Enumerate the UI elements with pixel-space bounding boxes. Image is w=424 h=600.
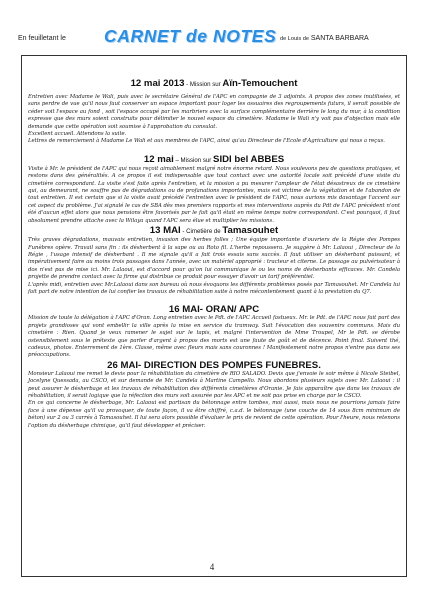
section-title: 26 MAI- DIRECTION DES POMPES FUNEBRES.	[107, 359, 321, 371]
paragraph: Entretien avec Madame le Wali, puis avec le secrétaire Général de l'APC en compagnie de 3 adjoints. A propos des zones inutilisées, et sans perdre de vue qu'il nous faut conserver un espace important pour loger les ossuaires des regroupements futurs, il serait possible de céder soit l'espace au fond , soit l'espace occupé par les marbriers avec la surface complémentaire derrière le long du mur, à la condition expresse que des murs soient construits pour délimiter le nouvel espace du cimetière. Madame le Wali n'y voit pas d'objection mais elle demande que cette opération soit soumise à l'approbation du consulat.	[28, 94, 400, 130]
section-ain-temouchent	[28, 78, 400, 146]
section-subtitle: – Mission sur	[173, 156, 214, 164]
section-place: Aïn-Temouchent	[222, 78, 298, 89]
header-author	[280, 35, 369, 42]
section-title	[28, 154, 400, 166]
page-number: 4	[209, 562, 215, 572]
paragraph: Monsieur Lalaoui me remet le devis pour la réhabilitation du cimetière de RIO SALADO. Devis que j'envoie le soir même à Nicole Steibel, Jocelyne Quessada, au CSCO, et sur demande de Mr. Candela à Martine Campello. Nous abordons plusieurs sujets avec Mr. Lalaoui : il peut assurer le désherbage et les travaux de réhabilitation des différents cimetières d'Oranie. Je fais apparaître que dans les travaux de réhabilitation, il serait logique que la réfection des murs soit assurée par les APC et ne soit pas prise en charge par le CSCO.	[28, 370, 400, 399]
paragraph: L'après midi, entretien avec Mr.Lalaoui dans son bureau où nous évoquons les différents problèmes posés par Tamasouhet. Mr Candela lui fait part de notre intention de lui confier les travaux de réhabilitation suite à notre mécontentement quant à la prestation du Q7.	[28, 281, 400, 295]
carnet-de-notes-title: CARNET de NOTES	[104, 26, 277, 46]
section-oran-apc	[28, 304, 400, 359]
author-prefix: de Louis de	[280, 36, 309, 42]
paragraph: Lettres de remerciement à Madame Le Wali et aux membres de l'APC, ainsi qu'au Directeur de l'Ecole d'Agriculture qui nous a reçus.	[28, 138, 385, 145]
section-place: SIDI bel ABBES	[213, 153, 285, 165]
header	[18, 26, 408, 52]
section-title	[28, 225, 400, 237]
author-name: SANTA BARBARA	[310, 35, 369, 42]
paragraph: En ce qui concerne le désherbage, Mr. Lalaoui est partisan du bétonnage entre tombes, moi aussi, mais nous ne pourrions jamais faire face à une dépense qu'il va provoquer, de toute façon, il va être chiffré, c.a.d. le bétonnage (une couche de 14 sous 8cm minimum de béton) sur 2 ou 3 carrés à Tamasouhet. Il lui sera alors possible d'évaluer le prix de revient de cette opération. Pour l'heure, nous retenons l'option du désherbage chimique, qu'il faut développer et préciser.	[28, 400, 400, 429]
section-pompes-funebres	[28, 360, 400, 430]
paragraph: Visite à Mr. le président de l'APC qui nous reçoit aimablement malgré notre énorme retard. Nous soulevons peu de questions pratiques, et restons dans des généralités. A ce propos il est indispensable que tout contact avec une autorité locale soit précédé d'une visite du cimetière correspondant. La visite s'est faite après l'entretien, et la mission a pu mesurer l'ampleur de l'état désastreux de ce cimetière qui, au demeurant, ne souffre pas de dégradations ou de profanations importantes, mais est victime de la végétation et de l'abandon de tout entretien. Il est certain que si la visite avait précédé l'entretien avec le président de l'APC, nous aurions mis davantage l'accent sur cet aspect du problème. J'ai signalé le cas de SBA dès mes premiers rapports et mes interventions auprès du Pdt de l'APC précédent n'ont été d'aucun effet alors que nous pensions être favorisés par le fait qu'il était en même temps notre correspondant. C'est pourquoi, il faut absolument prendre attache avec la Wilaya quand l'APC sera élue et multiplier les missions.	[28, 165, 400, 224]
section-date: 12 mai	[143, 153, 174, 165]
header-intro: En feuilletant le	[18, 35, 66, 42]
section-title	[28, 78, 400, 90]
section-place: Tamasouhet	[222, 225, 279, 237]
section-subtitle: - Cimetière de	[180, 228, 223, 236]
section-date: 13 MAI	[149, 225, 181, 237]
section-sidi-bel-abbes	[28, 154, 400, 225]
paragraph: Mission de toute la délégation à l'APC d'Oran. Long entretien avec le Pdt. de l'APC Accueil fastueux. Mr. le Pdt. de l'APC nous fait part des projets grandioses qui vont embellir la ville après la mise en service du tramway. Suit l'évocation des souvenirs communs. Mais du cimetière : Rien. Quand je veux ramener le sujet sur le tapis, et malgré l'intervention de Mme Troupel, Mr le Pdt. se dérobe ostensiblement sous le prétexte que parler d'argent à propos des morts est une faute de goût et de décence. Point final. Suivent thé, cadeaux, photos. Enterrement de 1ère. Classe, même avec fleurs mais sans couronnes ! Manifestement notre propos n'entre pas dans ses préoccupations.	[28, 315, 400, 359]
section-date: 12 mai 2013	[130, 78, 185, 89]
section-title: 16 MAI- ORAN/ APC	[168, 304, 260, 316]
content	[28, 78, 400, 430]
section-tamasouhet	[28, 225, 400, 296]
section-subtitle: - Mission sur	[184, 81, 223, 88]
paragraph: Très graves dégradations, mauvais entretien, invasion des herbes folles ; Une équipe importante d'ouvriers de la Régie des Pompes Funèbres opère. Travail sans fin : ils désherbent à la sape ou au Roto fil. L'herbe repoussera. Je suggère à Mr. Lalaoui , Directeur de la Régie , l'usage intensif de désherbant . Il me signale qu'il a fait trois essais sans succès. Il faut utiliser un désherbant puissant, et impérativement faire au moins trois passages dans l'année, avec un matériel approprié : tracteur et citerne. Le passage au pulvérisateur à dos n'est pas de mise ici. Mr. Lalaoui, est d'accord pour qu'on lui communique le ou les noms de désherbants efficaces. Mr. Candela projette de prendre contact avec la firme qui distribue ce produit pour essayer d'avoir un tarif préférentiel.	[28, 237, 400, 281]
paragraph: Excellent accueil. Attendons la suite.	[28, 131, 127, 138]
